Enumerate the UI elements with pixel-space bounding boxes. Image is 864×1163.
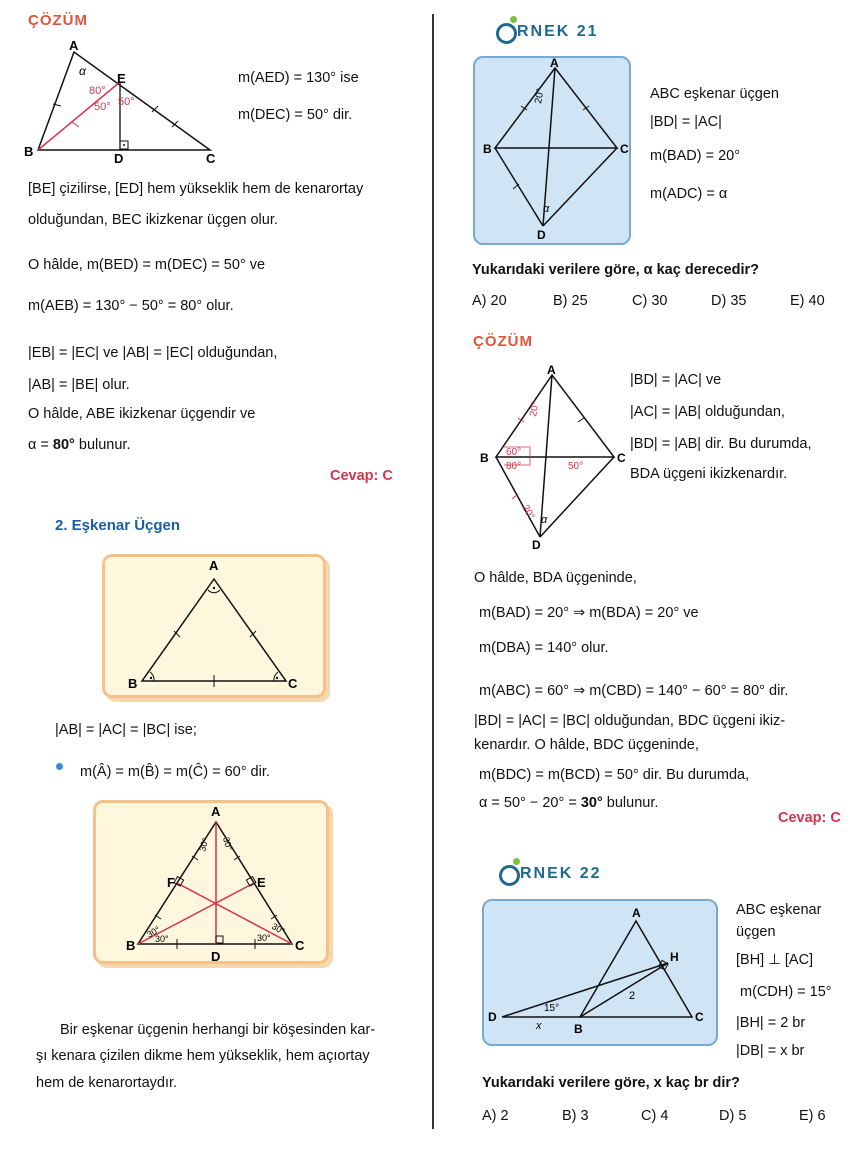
- p3-line2: |AB| = |BE| olur.: [28, 377, 130, 393]
- p3-line1: |EB| = |EC| ve |AB| = |EC| olduğundan,: [28, 345, 278, 361]
- angle-30-f: 30°: [270, 921, 287, 937]
- bulunur: bulunur.: [74, 437, 131, 453]
- bottom-line2: şı kenara çizilen dikme hem yükseklik, hem açıortay: [36, 1048, 370, 1064]
- eq-sides: |AB| = |AC| = |BC| ise;: [55, 722, 197, 738]
- q22-option-c[interactable]: C) 4: [641, 1108, 669, 1124]
- figure-q22: [482, 899, 718, 1047]
- label-50a: 50°: [94, 101, 111, 113]
- cozum-heading-right: ÇÖZÜM: [473, 333, 533, 350]
- p2-line1: O hâlde, m(BED) = m(DEC) = 50° ve: [28, 257, 266, 273]
- alpha-value: 80°: [52, 437, 75, 453]
- bottom-line1: Bir eşkenar üçgenin herhangi bir köşesinden kar-: [60, 1022, 376, 1038]
- q21-option-b[interactable]: B) 25: [553, 293, 588, 309]
- ornek-21-title: RNEK 21: [517, 23, 599, 40]
- q22-option-b[interactable]: B) 3: [562, 1108, 589, 1124]
- label-a: A: [547, 363, 556, 377]
- cevap-right: Cevap: C: [778, 810, 841, 826]
- label-50b: 50°: [118, 96, 135, 108]
- p3-line3: O hâlde, ABE ikizkenar üçgendir ve: [28, 406, 256, 422]
- sol-line10: kenardır. O hâlde, BDC üçgeninde,: [474, 737, 699, 753]
- sol-line5: O hâlde, BDA üçgeninde,: [474, 570, 637, 586]
- alpha-eq: α =: [28, 437, 53, 453]
- figure-rhombus-solution: [474, 363, 626, 552]
- label-a: A: [209, 558, 219, 573]
- cevap-left: Cevap: C: [330, 468, 393, 484]
- p1-line2: olduğundan, BEC ikizkenar üçgen olur.: [28, 212, 278, 228]
- label-x: x: [536, 1020, 542, 1032]
- label-alpha: α: [79, 64, 86, 78]
- q21-option-e[interactable]: E) 40: [790, 293, 825, 309]
- label-a: A: [550, 56, 559, 70]
- label-80: 80°: [89, 85, 106, 97]
- label-f: F: [167, 875, 175, 890]
- q22-given6: |DB| = x br: [736, 1043, 805, 1059]
- q22-given4: m(CDH) = 15°: [740, 984, 832, 1000]
- q21-given2: |BD| = |AC|: [650, 114, 722, 130]
- sol-line3: |BD| = |AB| dir. Bu durumda,: [630, 436, 812, 452]
- column-divider: [432, 14, 434, 1129]
- q21-option-c[interactable]: C) 30: [632, 293, 668, 309]
- figure-equilateral-cevians: [93, 800, 329, 965]
- q22-question: Yukarıdaki verilere göre, x kaç br dir?: [482, 1075, 740, 1091]
- cozum-heading: ÇÖZÜM: [28, 12, 88, 29]
- label-c: C: [206, 151, 216, 166]
- p3-line4: [28, 437, 131, 453]
- leaf-dot-icon: [513, 858, 520, 865]
- label-a: A: [69, 38, 79, 53]
- sol-line6: m(BAD) = 20° ⇒ m(BDA) = 20° ve: [479, 605, 699, 621]
- label-b: B: [128, 676, 138, 691]
- sol-line1: |BD| = |AC| ve: [630, 372, 722, 388]
- sol-line8: m(ABC) = 60° ⇒ m(CBD) = 140° − 60° = 80° dir.: [479, 683, 789, 699]
- q21-given3: m(BAD) = 20°: [650, 148, 741, 164]
- label-c: C: [617, 451, 626, 465]
- given-aed: m(AED) = 130° ise: [238, 70, 359, 86]
- label-alpha: α: [541, 514, 548, 526]
- label-e: E: [257, 875, 266, 890]
- q21-question: Yukarıdaki verilere göre, α kaç derecedir?: [472, 262, 759, 278]
- sol-line11: m(BDC) = m(BCD) = 50° dir. Bu durumda,: [479, 767, 750, 783]
- label-d: D: [114, 151, 124, 166]
- angle-20: 20°: [533, 87, 547, 105]
- label-d: D: [488, 1010, 497, 1024]
- label-c: C: [695, 1010, 704, 1024]
- angle-30-a: 30°: [197, 836, 211, 853]
- leaf-dot-icon: [510, 16, 517, 23]
- label-d: D: [532, 538, 541, 552]
- q22-option-d[interactable]: D) 5: [719, 1108, 747, 1124]
- label-b: B: [483, 142, 492, 156]
- label-a: A: [632, 906, 641, 920]
- label-a: A: [211, 804, 221, 819]
- figure-rhombus-q21: [473, 56, 633, 246]
- bottom-line3: hem de kenarortaydır.: [36, 1075, 178, 1091]
- section-title: 2. Eşkenar Üçgen: [55, 517, 181, 534]
- q21-given1: ABC eşkenar üçgen: [650, 86, 779, 102]
- label-c: C: [295, 938, 305, 953]
- label-b: B: [126, 938, 136, 953]
- q21-option-d[interactable]: D) 35: [711, 293, 747, 309]
- label-d: D: [211, 949, 221, 964]
- ornek-o-icon: [499, 865, 520, 886]
- bulunur-right: bulunur.: [602, 795, 659, 811]
- label-b: B: [480, 451, 489, 465]
- q22-given3: [BH] ⊥ [AC]: [736, 952, 814, 968]
- label-c: C: [620, 142, 629, 156]
- angle-30-e: 30°: [257, 933, 271, 943]
- sol-line4: BDA üçgeni ikizkenardır.: [630, 466, 788, 482]
- p1-line1: [BE] çizilirse, [ED] hem yükseklik hem de kenarortay: [28, 181, 364, 197]
- label-b: B: [574, 1022, 583, 1036]
- label-h: H: [670, 950, 679, 964]
- angle-50: 50°: [568, 461, 584, 472]
- ornek-22-title: RNEK 22: [520, 865, 602, 882]
- sol-line12: [479, 795, 658, 811]
- label-b: B: [24, 144, 34, 159]
- q22-given2: üçgen: [736, 924, 776, 940]
- angle-20-bottom: 20°: [519, 503, 537, 522]
- sol-line2: |AC| = |AB| olduğundan,: [630, 404, 785, 420]
- q22-option-a[interactable]: A) 2: [482, 1108, 509, 1124]
- eq-angles: m(Â) = m(B̂) = m(Ĉ) = 60° dir.: [80, 764, 270, 780]
- alpha-result: 30°: [580, 795, 603, 811]
- sol-line7: m(DBA) = 140° olur.: [479, 640, 609, 656]
- sol-line9: |BD| = |AC| = |BC| olduğundan, BDC üçgeni ikiz-: [474, 713, 786, 729]
- q22-given5: |BH| = 2 br: [736, 1015, 806, 1031]
- label-2: 2: [629, 990, 636, 1002]
- figure-equilateral: [102, 554, 324, 696]
- figure-triangle-abc-1: [24, 38, 224, 166]
- angle-30-c: 30°: [145, 924, 162, 940]
- q21-given4: m(ADC) = α: [650, 186, 728, 202]
- alpha-calc: α = 50° − 20° =: [479, 795, 581, 811]
- label-e: E: [117, 71, 126, 86]
- q22-option-e[interactable]: E) 6: [799, 1108, 826, 1124]
- given-dec: m(DEC) = 50° dir.: [238, 107, 353, 123]
- label-d: D: [537, 228, 546, 242]
- angle-15: 15°: [544, 1003, 560, 1014]
- ornek-o-icon: [496, 23, 517, 44]
- p2-line2: m(AEB) = 130° − 50° = 80° olur.: [28, 298, 234, 314]
- label-alpha: α: [543, 203, 550, 215]
- q22-given1: ABC eşkenar: [736, 902, 822, 918]
- angle-30-b: 30°: [221, 835, 235, 852]
- angle-80: 80°: [506, 461, 522, 472]
- label-c: C: [288, 676, 298, 691]
- angle-60: 60°: [506, 447, 522, 458]
- angle-30-d: 30°: [155, 934, 169, 944]
- bullet-dot: [56, 763, 63, 770]
- q21-option-a[interactable]: A) 20: [472, 293, 507, 309]
- angle-20-top: 20°: [528, 400, 542, 418]
